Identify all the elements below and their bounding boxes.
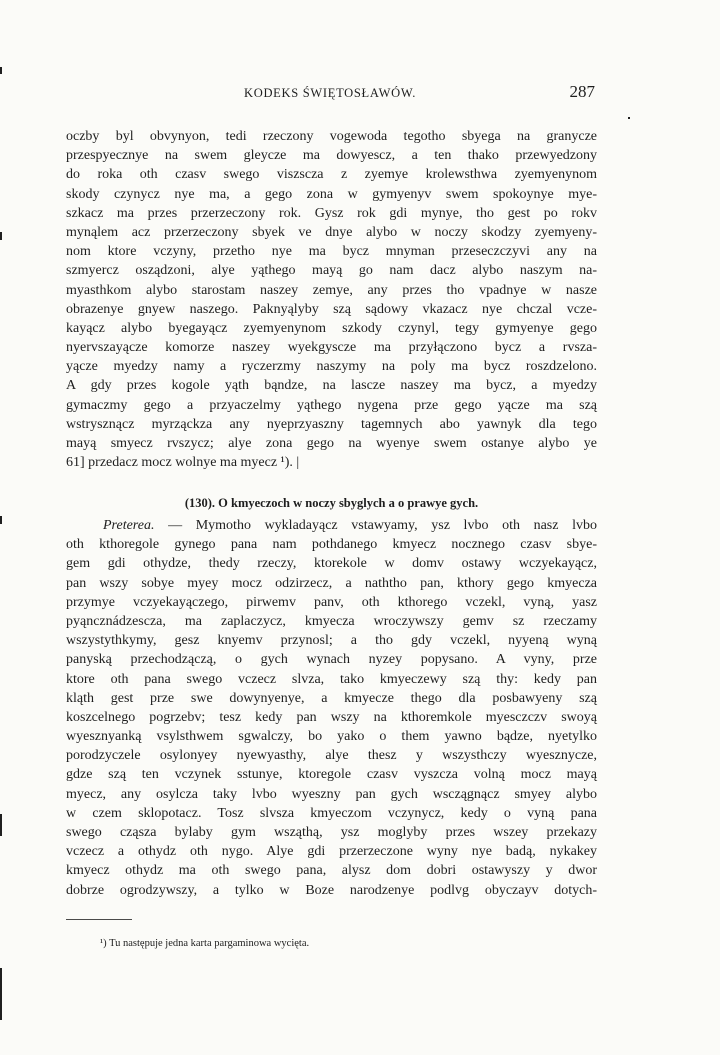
margin-mark (0, 232, 2, 240)
text-line: swego cząsza bylaby gym wsząthą, ysz moglyby przes wszey przekazy (66, 825, 597, 840)
text-line: gdze szą ten vczynek sstunye, ktoregole czasv vyszcza volną mocz mayą (66, 767, 597, 783)
text-line: szkacz ma przes przerzeczony rok. Gysz rok gdi mynye, tho gest po rokv (66, 205, 597, 221)
page-number: 287 (569, 82, 595, 101)
text-line: kayącz alybo byegayącz zyemyenynom szkody czynyl, tegy gymyenye gego (66, 320, 597, 336)
paragraph-2 (66, 516, 597, 900)
text-line: ktore oth pana swego vczecz slvza, tako kmyeczewy szą thy: kedy pan (66, 671, 597, 687)
page-header (66, 82, 597, 106)
text-line: myasthkom alybo starostam naszey zemye, any przes tho vpadnye w nasze (66, 282, 597, 298)
text-line: wstrysznącz myrząckza any nyeprzyaszny tagemnych abo yawnyk dla tego (66, 416, 597, 432)
paragraph-1 (66, 127, 597, 472)
text-line: koszcelnego pogrzebv; tesz kedy pan wszy na kthoremkole myesczczv swoyą (66, 709, 597, 725)
text-line: nom ktore vczyny, przetho nye ma bycz mnyman przeseczczyvi any na (66, 244, 597, 260)
text-line: myecz, any osylcza taky lvbo wyeszny pan gych wsczągnącz smyey alybo (66, 786, 597, 802)
text-line: w czem sklopotacz. Tosz slvsza kmyeczom vczynycz, kedy o vyną pana (66, 805, 597, 821)
text-line: pan wszy sobye myey mocz odzirzecz, a naththo pan, kthory gego kmyecza (66, 575, 597, 591)
text-line: pyąncznádzescza, ma zaplaczycz, kmyecza wroczywszy gemv sz rzeczamy (66, 613, 597, 629)
text-line: wszystythkymy, gesz knyemv przynosl; a tho gdy vczekl, nyyeną wyną (66, 633, 597, 649)
footnote-divider (66, 919, 132, 920)
text-line: nyervszayącze komorze naszey wyekgyscze ma przyłączono bycz a rvsza- (66, 340, 597, 356)
text-line: skody czynycz nye ma, a gego zona w gymyenyv swem spokoynye mye- (66, 186, 597, 202)
margin-mark (0, 67, 2, 74)
text-line: A gdy przes kogole yąth bąndze, na lascze naszey ma bycz, a myedzy (66, 378, 597, 394)
text-line: oczby byl obvynyon, tedi rzeczony vogewoda tegotho sbyega na granycze (66, 129, 597, 144)
margin-mark (628, 117, 630, 119)
text-line-first (66, 516, 597, 535)
text-line: obrazenye gnyew naszego. Paknyąlyby szą sądowy vkazacz nye chczal vcze- (66, 301, 597, 317)
footnote: ¹) Tu następuje jedna karta pargaminowa wycięta. (100, 938, 310, 949)
text-line: porodzyczele osylonyey nyewyasthy, alye thesz y wszysthczy wyesznycze, (66, 748, 597, 764)
text-line: przymye vczyekayączego, pirwemv panv, oth kthorego vczekl, vyną, yasz (66, 594, 597, 610)
text-line: — Mymotho wykladayącz vstawyamy, ysz lvbo oth nasz lvbo (154, 518, 597, 533)
text-line: przespyecznye na swem gleycze ma dowyescz, a ten thako przewyedzony (66, 148, 597, 164)
text-line: do roka oth czasv swego viszscza z zyemye krolewsthwa zyemyenynom (66, 167, 597, 183)
section-heading: (130). O kmyeczoch w noczy sbyglych a o prawye gych. (184, 496, 479, 510)
text-line: mayą smyecz rvszycz; alye zona gego na wyenye swem ostanye alybo ye (66, 436, 597, 451)
margin-mark (0, 516, 2, 524)
text-line: kląth gest prze swe dowynyenye, a kmyecze thego dla posbawyeny szą (66, 690, 597, 706)
text-line: vczecz a othydz oth nygo. Alye gdi przerzeczone wyny nye badą, nykakey (66, 844, 597, 860)
margin-mark (0, 968, 2, 1020)
text-line: panyską przechodzączą, o gych wynach nyzey popysano. A vyny, prze (66, 652, 597, 668)
margin-mark (0, 814, 2, 836)
text-line: kmyecz othydz ma oth swego pana, alysz dom dobri ostawyszy y dwor (66, 863, 597, 879)
text-line: wyesznyanką vsylsthwem sgwalczy, bo yako o them yawno bądze, nyetylko (66, 729, 597, 745)
text-line: yącze myedzy namy a ryczerzmy naszymy na poly ma bycz roszdzelono. (66, 359, 597, 375)
text-line: mynąlem acz przerzeczony sbyek ve dnye alybo w noczy skodzy zyemyeny- (66, 224, 597, 240)
running-head: KODEKS ŚWIĘTOSŁAWÓW. (244, 86, 417, 100)
text-line: szmyercz osządzoni, alye yąthego mayą go nam dacz alybo naszym na- (66, 263, 597, 279)
paragraph-lead: Preterea. (103, 518, 155, 533)
text-line: oth kthoregole gynego pana nam pothdanego kmyecz nocznego czasv sbye- (66, 537, 597, 553)
text-line: gem gdi othydze, thedy rzeczy, ktorekole w domv ostawy wczyekayącz, (66, 556, 597, 572)
text-line: gymaczmy gego a przyaczelmy yąthego nygena prze gego yącze ma szą (66, 397, 597, 413)
text-line: 61] przedacz mocz wolnye ma myecz ¹). | (66, 455, 300, 471)
text-line: dobrze ogrodzywszy, a tylko w Boze narodzenye podlvg obyczayv dotych- (66, 882, 597, 898)
